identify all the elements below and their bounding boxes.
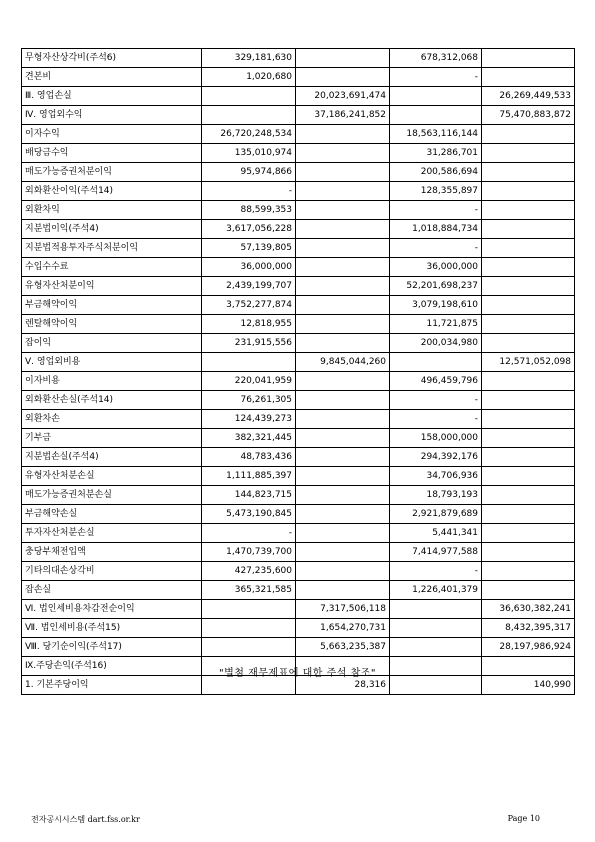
row-label: Ⅸ.주당손익(주석16) — [22, 657, 202, 676]
table-row — [22, 619, 575, 638]
table-row — [22, 296, 575, 315]
amount-cell — [482, 182, 575, 201]
amount-cell — [482, 448, 575, 467]
amount-cell: 382,321,445 — [202, 429, 296, 448]
amount-cell — [482, 49, 575, 68]
amount-cell: 135,010,974 — [202, 144, 296, 163]
row-label: 잡손실 — [22, 581, 202, 600]
table-row — [22, 106, 575, 125]
amount-cell — [482, 467, 575, 486]
amount-cell: 496,459,796 — [390, 372, 482, 391]
amount-cell: 20,023,691,474 — [296, 87, 390, 106]
amount-cell: 3,617,056,228 — [202, 220, 296, 239]
table-row — [22, 391, 575, 410]
row-label: 렌탈해약이익 — [22, 315, 202, 334]
amount-cell — [296, 391, 390, 410]
amount-cell: 200,586,694 — [390, 163, 482, 182]
amount-cell — [482, 68, 575, 87]
amount-cell: 158,000,000 — [390, 429, 482, 448]
amount-cell: - — [390, 410, 482, 429]
row-label: 매도가능증권처분손실 — [22, 486, 202, 505]
table-row — [22, 543, 575, 562]
row-label: 지분법이익(주석4) — [22, 220, 202, 239]
amount-cell — [296, 543, 390, 562]
amount-cell — [390, 638, 482, 657]
row-label: 견본비 — [22, 68, 202, 87]
row-label: 부금해약손실 — [22, 505, 202, 524]
table-row — [22, 372, 575, 391]
amount-cell: - — [390, 239, 482, 258]
amount-cell — [296, 429, 390, 448]
amount-cell — [296, 277, 390, 296]
page-number: Page 10 — [507, 814, 540, 823]
amount-cell — [482, 144, 575, 163]
row-label: Ⅷ. 당기순이익(주석17) — [22, 638, 202, 657]
table-row — [22, 144, 575, 163]
row-label: 투자자산처분손실 — [22, 524, 202, 543]
amount-cell — [482, 543, 575, 562]
table-row — [22, 429, 575, 448]
row-label: 외환차손 — [22, 410, 202, 429]
amount-cell: 140,990 — [482, 676, 575, 695]
amount-cell: 124,439,273 — [202, 410, 296, 429]
amount-cell — [296, 144, 390, 163]
table-row — [22, 277, 575, 296]
table-row — [22, 562, 575, 581]
notes-reference: "별첨 재무제표에 대한 주석 참조" — [219, 668, 376, 679]
amount-cell — [482, 239, 575, 258]
row-label: 외환차익 — [22, 201, 202, 220]
table-row — [22, 87, 575, 106]
amount-cell: - — [390, 68, 482, 87]
amount-cell: 36,630,382,241 — [482, 600, 575, 619]
row-label: 이자수익 — [22, 125, 202, 144]
amount-cell — [296, 372, 390, 391]
amount-cell — [296, 220, 390, 239]
amount-cell: 2,921,879,689 — [390, 505, 482, 524]
row-label: Ⅳ. 영업외수익 — [22, 106, 202, 125]
amount-cell — [482, 410, 575, 429]
amount-cell — [202, 106, 296, 125]
amount-cell: 144,823,715 — [202, 486, 296, 505]
amount-cell — [482, 296, 575, 315]
row-label: 기타의대손상각비 — [22, 562, 202, 581]
amount-cell: 28,316 — [296, 676, 390, 695]
amount-cell — [482, 372, 575, 391]
amount-cell — [390, 619, 482, 638]
table-row — [22, 486, 575, 505]
amount-cell: 76,261,305 — [202, 391, 296, 410]
amount-cell — [296, 239, 390, 258]
table-row — [22, 467, 575, 486]
table-row — [22, 410, 575, 429]
table-row — [22, 239, 575, 258]
amount-cell — [482, 486, 575, 505]
amount-cell: 1,470,739,700 — [202, 543, 296, 562]
amount-cell: 294,392,176 — [390, 448, 482, 467]
amount-cell: - — [202, 524, 296, 543]
amount-cell: 678,312,068 — [390, 49, 482, 68]
amount-cell: 1,226,401,379 — [390, 581, 482, 600]
amount-cell: - — [390, 391, 482, 410]
table-row — [22, 638, 575, 657]
table-row — [22, 68, 575, 87]
amount-cell — [482, 277, 575, 296]
row-label: 유형자산처분손실 — [22, 467, 202, 486]
row-label: 충당부채전입액 — [22, 543, 202, 562]
row-label: 부금해약이익 — [22, 296, 202, 315]
amount-cell: 34,706,936 — [390, 467, 482, 486]
row-label: 유형자산처분이익 — [22, 277, 202, 296]
amount-cell: 5,663,235,387 — [296, 638, 390, 657]
amount-cell — [482, 125, 575, 144]
table-row — [22, 448, 575, 467]
row-label: Ⅲ. 영업손실 — [22, 87, 202, 106]
amount-cell: 36,000,000 — [202, 258, 296, 277]
amount-cell — [296, 581, 390, 600]
amount-cell: 26,269,449,533 — [482, 87, 575, 106]
amount-cell — [296, 68, 390, 87]
amount-cell — [482, 258, 575, 277]
amount-cell — [482, 429, 575, 448]
amount-cell — [390, 87, 482, 106]
amount-cell: 1,111,885,397 — [202, 467, 296, 486]
amount-cell: 128,355,897 — [390, 182, 482, 201]
amount-cell: 7,414,977,588 — [390, 543, 482, 562]
amount-cell — [296, 524, 390, 543]
amount-cell — [390, 353, 482, 372]
amount-cell — [202, 638, 296, 657]
amount-cell — [296, 49, 390, 68]
amount-cell: 26,720,248,534 — [202, 125, 296, 144]
amount-cell: 12,818,955 — [202, 315, 296, 334]
amount-cell — [296, 448, 390, 467]
amount-cell — [296, 467, 390, 486]
row-label: 수입수수료 — [22, 258, 202, 277]
amount-cell — [296, 562, 390, 581]
amount-cell: 2,439,199,707 — [202, 277, 296, 296]
amount-cell — [296, 201, 390, 220]
amount-cell — [296, 334, 390, 353]
amount-cell: 52,201,698,237 — [390, 277, 482, 296]
table-row — [22, 353, 575, 372]
table-row — [22, 49, 575, 68]
amount-cell: 1,020,680 — [202, 68, 296, 87]
income-statement-body — [22, 49, 575, 695]
amount-cell — [482, 562, 575, 581]
row-label: Ⅵ. 법인세비용차감전순이익 — [22, 600, 202, 619]
amount-cell: 18,563,116,144 — [390, 125, 482, 144]
amount-cell: 1,654,270,731 — [296, 619, 390, 638]
amount-cell — [482, 581, 575, 600]
amount-cell — [296, 258, 390, 277]
row-label: 매도가능증권처분이익 — [22, 163, 202, 182]
amount-cell — [482, 315, 575, 334]
amount-cell: 329,181,630 — [202, 49, 296, 68]
table-row — [22, 524, 575, 543]
amount-cell: 57,139,805 — [202, 239, 296, 258]
amount-cell — [296, 296, 390, 315]
amount-cell: 36,000,000 — [390, 258, 482, 277]
amount-cell: 231,915,556 — [202, 334, 296, 353]
table-row — [22, 201, 575, 220]
amount-cell: 37,186,241,852 — [296, 106, 390, 125]
amount-cell: 88,599,353 — [202, 201, 296, 220]
amount-cell — [482, 505, 575, 524]
table-row — [22, 220, 575, 239]
row-label: 지분법적용투자주식처분이익 — [22, 239, 202, 258]
table-row — [22, 125, 575, 144]
amount-cell — [482, 334, 575, 353]
row-label: Ⅶ. 법인세비용(주석15) — [22, 619, 202, 638]
row-label: 잡이익 — [22, 334, 202, 353]
amount-cell — [202, 600, 296, 619]
amount-cell: 5,441,341 — [390, 524, 482, 543]
row-label: 지분법손실(주석4) — [22, 448, 202, 467]
amount-cell: 31,286,701 — [390, 144, 482, 163]
table-row — [22, 163, 575, 182]
amount-cell: 3,079,198,610 — [390, 296, 482, 315]
amount-cell — [296, 486, 390, 505]
amount-cell: - — [390, 201, 482, 220]
row-label: 기부금 — [22, 429, 202, 448]
amount-cell — [482, 220, 575, 239]
amount-cell — [296, 315, 390, 334]
amount-cell: 365,321,585 — [202, 581, 296, 600]
amount-cell — [482, 163, 575, 182]
amount-cell: 9,845,044,260 — [296, 353, 390, 372]
amount-cell: 95,974,866 — [202, 163, 296, 182]
amount-cell — [202, 619, 296, 638]
row-label: 외화환산이익(주석14) — [22, 182, 202, 201]
amount-cell: 427,235,600 — [202, 562, 296, 581]
amount-cell — [296, 410, 390, 429]
amount-cell: 200,034,980 — [390, 334, 482, 353]
row-label: 배당금수익 — [22, 144, 202, 163]
amount-cell — [390, 106, 482, 125]
amount-cell — [482, 524, 575, 543]
amount-cell: 3,752,277,874 — [202, 296, 296, 315]
amount-cell — [202, 353, 296, 372]
amount-cell — [296, 505, 390, 524]
table-row — [22, 600, 575, 619]
amount-cell — [390, 600, 482, 619]
row-label: 무형자산상각비(주석6) — [22, 49, 202, 68]
amount-cell — [482, 391, 575, 410]
amount-cell — [482, 201, 575, 220]
table-row — [22, 258, 575, 277]
amount-cell: 18,793,193 — [390, 486, 482, 505]
amount-cell: 11,721,875 — [390, 315, 482, 334]
table-row — [22, 334, 575, 353]
footer-source: 전자공시시스템 dart.fss.or.kr — [31, 815, 140, 824]
table-row — [22, 581, 575, 600]
amount-cell: - — [202, 182, 296, 201]
amount-cell: 220,041,959 — [202, 372, 296, 391]
amount-cell — [202, 87, 296, 106]
income-statement-table — [21, 48, 575, 695]
table-row — [22, 182, 575, 201]
amount-cell: 1,018,884,734 — [390, 220, 482, 239]
amount-cell: 7,317,506,118 — [296, 600, 390, 619]
table-row — [22, 505, 575, 524]
amount-cell: 75,470,883,872 — [482, 106, 575, 125]
amount-cell: 28,197,986,924 — [482, 638, 575, 657]
row-label: 외화환산손실(주석14) — [22, 391, 202, 410]
amount-cell: 12,571,052,098 — [482, 353, 575, 372]
row-label: Ⅴ. 영업외비용 — [22, 353, 202, 372]
amount-cell: - — [390, 562, 482, 581]
amount-cell: 5,473,190,845 — [202, 505, 296, 524]
row-label: 이자비용 — [22, 372, 202, 391]
row-label: 1. 기본주당이익 — [22, 676, 202, 695]
table-row — [22, 315, 575, 334]
amount-cell: 8,432,395,317 — [482, 619, 575, 638]
amount-cell: 48,783,436 — [202, 448, 296, 467]
amount-cell — [296, 125, 390, 144]
amount-cell — [296, 163, 390, 182]
amount-cell — [296, 182, 390, 201]
